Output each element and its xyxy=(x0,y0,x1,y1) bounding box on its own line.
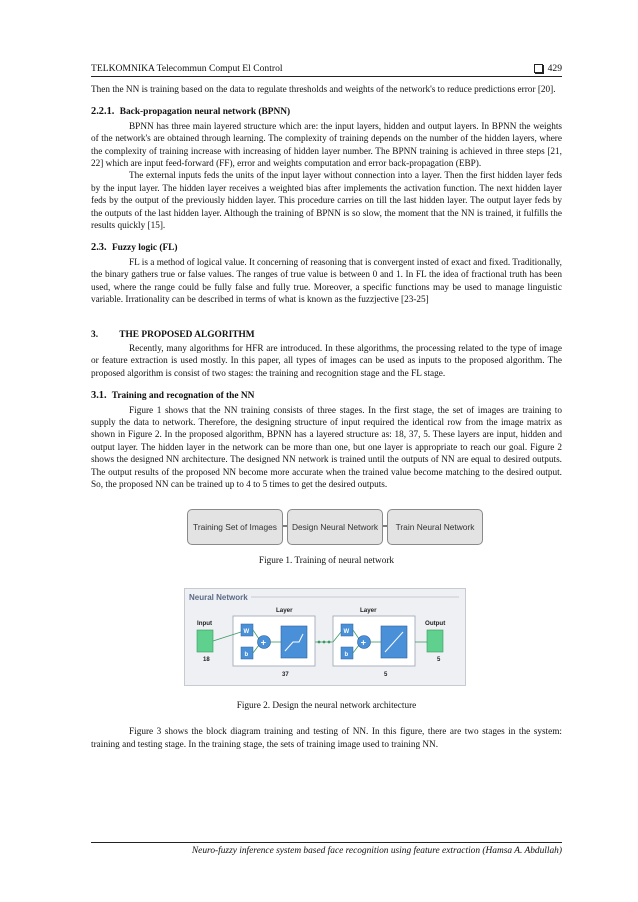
figure-1-caption: Figure 1. Training of neural network xyxy=(258,556,395,567)
paragraph: BPNN has three main layered structure which are: the input layers, hidden and output layers. In BPNN the weights of the network's are obtained through learning. The complexity of training depends on the number of the hidden layers, where the complexity of training increase with increasing of hidden layer number. The BPNN training is achieved in three steps [21, 22] which are input feed-forward (FF), error and weights computation and error back-propagation (EBP). xyxy=(91,121,562,170)
layer2-bias-label: b xyxy=(344,651,348,658)
section-title: Fuzzy logic (FL) xyxy=(111,243,178,254)
paragraph: Figure 1 shows that the NN training consists of three stages. In the first stage, the set of images are training to supply the data to network. Therefore, the designing structure of input required the identical row from the image matrix as shown in Figure 2. In the proposed algorithm, BPNN has a layered structure as: 18, 37, 5. These layers are input, hidden and output layer. The hidden layer in the network can be more than one, but one layer is appropriate to reach our goal. Figure 2 shows the designed NN architecture. The designed NN network is trained until the outputs of NN are equal to desired outputs. The output results of the proposed NN become more accurate when the trained value become matching to the desired output. So, the proposed NN can be trained up to 4 to 5 times to get the desired outputs. xyxy=(91,405,562,490)
section-title: Training and recognation of the NN xyxy=(111,391,255,402)
box-icon xyxy=(534,64,543,73)
section-heading-2-2-1 xyxy=(91,106,562,118)
layer1-weight-label: W xyxy=(243,628,249,635)
section-title: THE PROPOSED ALGORITHM xyxy=(119,329,255,340)
layer1-bias-label: b xyxy=(244,651,248,658)
layer1-label: Layer xyxy=(275,606,293,614)
running-footer: Neuro-fuzzy inference system based face recognition using feature extraction (Hamsa A. Abdullah) xyxy=(91,842,562,856)
input-block xyxy=(197,630,213,652)
output-size: 5 xyxy=(436,656,440,663)
output-block xyxy=(427,630,443,652)
paragraph-intro: Then the NN is training based on the data to regulate thresholds and weights of the network's to reduce predictions error [20]. xyxy=(91,85,556,95)
section-heading-3 xyxy=(91,329,562,341)
paragraph: FL is a method of logical value. It concerning of reasoning that is convergent insted of exact and fixed. Traditionally, the binary gathers true or false values. The ranges of true value is between 0 and 1. In FL the idea of fractional truth has been used, where the range could be fully false and fully true. Moreover, a specific functions may be used to manage linguistic variable. Irrationality can be described in terms of what is known as the fuzzjective [23-25] xyxy=(91,257,562,306)
figure-1-flowchart xyxy=(91,507,562,547)
input-size: 18 xyxy=(202,656,210,663)
output-label: Output xyxy=(424,619,445,627)
layer2-sum-symbol: + xyxy=(360,637,366,648)
section-number: 3. xyxy=(91,329,99,340)
paragraph: Recently, many algorithms for HFR are introduced. In these algorithms, the processing related to the type of image or feature extraction is used mostly. In this paper, all types of images can be used as inputs to the proposed algorithm. The proposed algorithm is consist of two stages: the training and recognition stage and the FL stage. xyxy=(91,343,562,379)
section-number: 2.3. xyxy=(91,242,107,254)
layer1-size: 37 xyxy=(281,671,289,678)
input-label: Input xyxy=(196,619,212,627)
journal-name: TELKOMNIKA Telecommun Comput El Control xyxy=(91,63,283,74)
running-header xyxy=(91,58,562,77)
flow-box-train-network: Train Neural Network xyxy=(387,509,483,545)
main-text xyxy=(91,84,562,751)
panel-title: Neural Network xyxy=(188,592,248,602)
layer2-weight-label: W xyxy=(343,628,349,635)
nn-architecture-svg xyxy=(185,589,465,685)
flow-box-design-network: Design Neural Network xyxy=(287,509,383,545)
layer1-sum-symbol: + xyxy=(260,637,266,648)
layer2-label: Layer xyxy=(359,606,377,614)
section-title: Back-propagation neural network (BPNN) xyxy=(119,107,291,118)
layer2-size: 5 xyxy=(383,671,387,678)
paragraph-last: Figure 3 shows the block diagram training and testing of NN. In this figure, there are two stages in the system: training and testing stage. In the training stage, the sets of training image used to training NN. xyxy=(91,727,562,750)
section-number: 3.1. xyxy=(91,390,107,402)
figure-2-nn-diagram xyxy=(184,588,466,686)
section-number: 2.2.1. xyxy=(91,106,115,118)
page-number-group xyxy=(534,63,562,74)
section-heading-2-3 xyxy=(91,242,562,254)
flow-box-training-set: Training Set of Images xyxy=(187,509,283,545)
paragraph: The external inputs feds the units of the input layer without connection into a layer. Then the first hidden layer feds by the input layer. The hidden layer receives a weighted bias after implements the activation function. The next hidden layer feds by the output of the previously hidden layer. This procedure carries on till the last hidden layer. The output layer feds by the outputs of the last hidden layer. Although the training of BPNN is so slow, the moment that the NN is trained, it fulfills the results quickly [15]. xyxy=(91,171,562,232)
section-heading-3-1 xyxy=(91,390,562,402)
figure-2-caption: Figure 2. Design the neural network architecture xyxy=(236,700,417,711)
page-number: 429 xyxy=(547,63,562,74)
